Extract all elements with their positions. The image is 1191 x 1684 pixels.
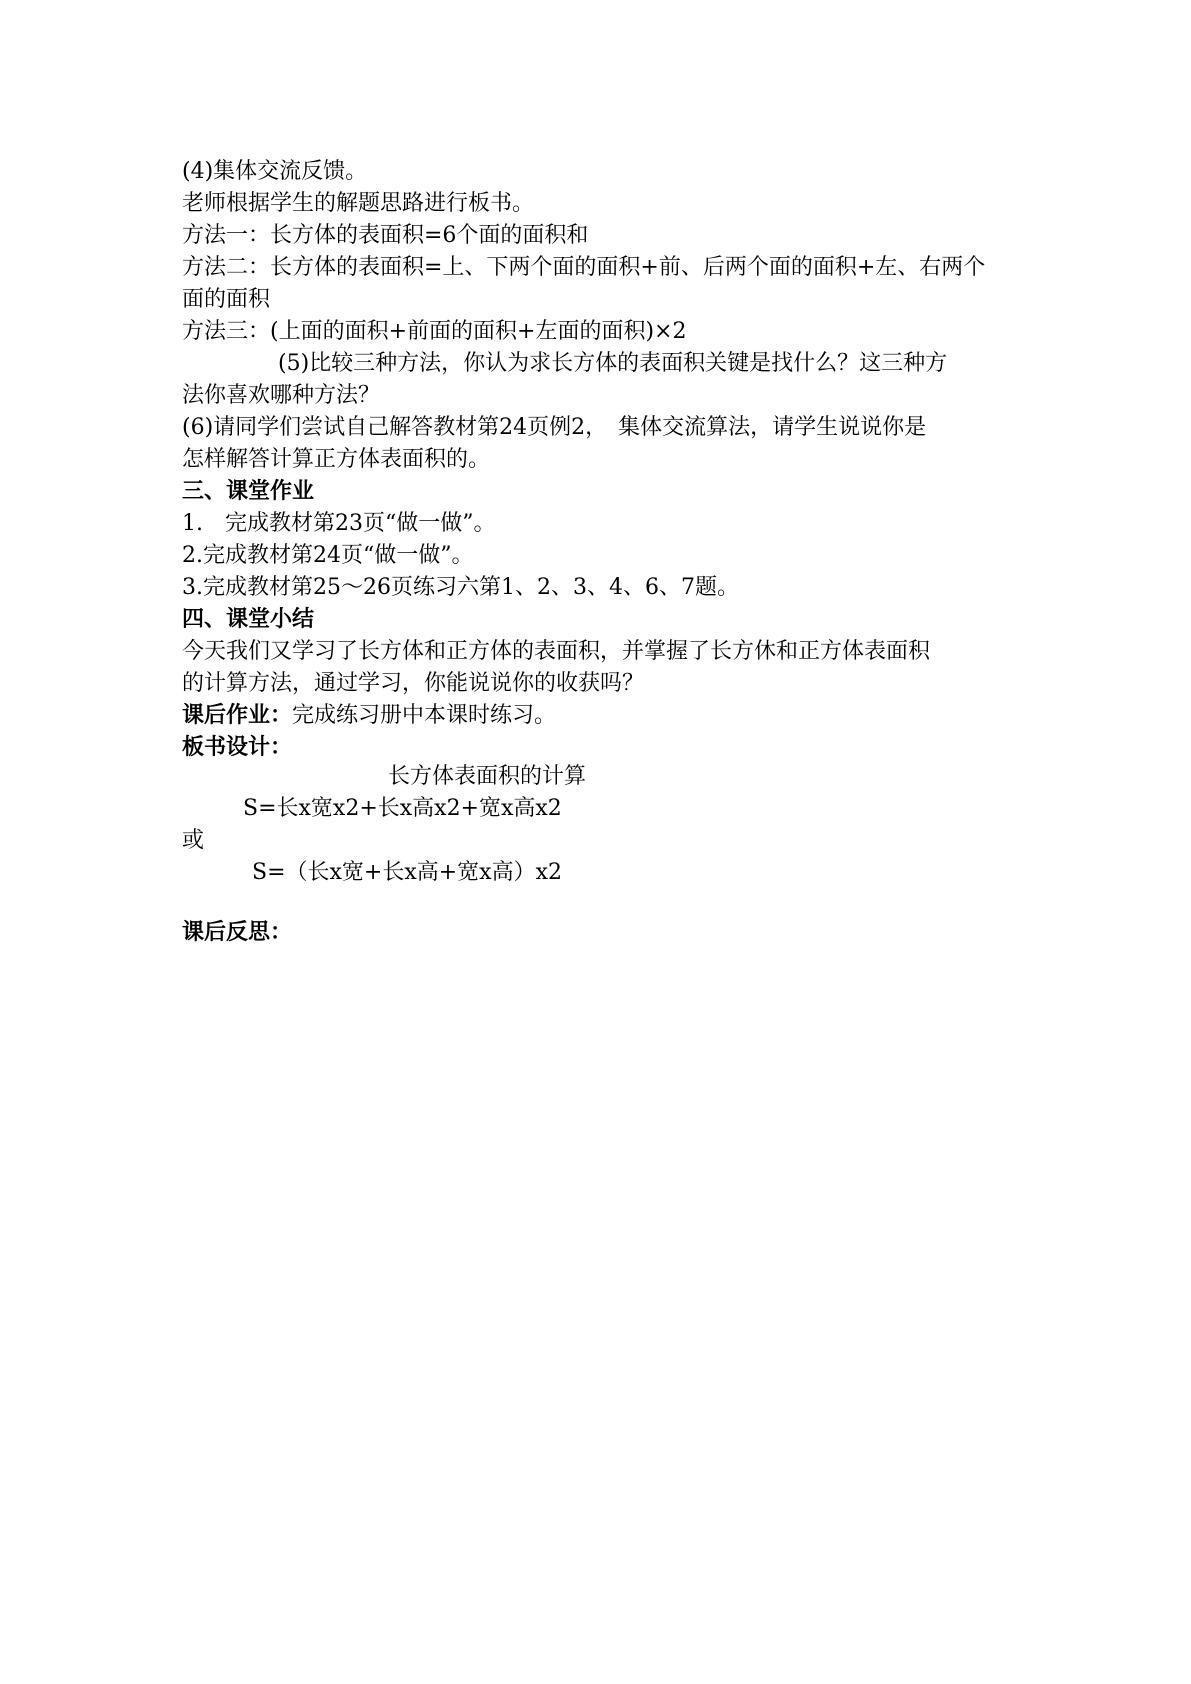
after-class-homework [182, 701, 556, 731]
summary-line2: 的计算方法，通过学习，你能说说你的收获吗？ [182, 671, 645, 696]
board-design-label: 板书设计： [182, 735, 293, 760]
after-class-text: 完成练习册中本课时练习。 [292, 703, 557, 728]
method-one: 方法一：长方体的表面积=6个面的面积和 [182, 223, 589, 248]
homework-item-2: 2.完成教材第24页“做一做”。 [182, 543, 474, 568]
step-6-line2: 怎样解答计算正方体表面积的。 [182, 447, 491, 472]
step-4-text: (4)集体交流反馈。 [182, 159, 368, 184]
step-5-line1: (5)比较三种方法，你认为求长方体的表面积关键是找什么？这三种方 [278, 351, 948, 376]
step-6-line1: (6)请同学们尝试自己解答教材第24页例2， 集体交流算法，请学生说说你是 [182, 415, 927, 440]
method-three: 方法三：(上面的面积+前面的面积+左面的面积)×2 [182, 319, 687, 344]
section-heading-summary: 四、课堂小结 [182, 607, 315, 632]
summary-line1: 今天我们又学习了长方体和正方体的表面积，并掌握了长方休和正方体表面积 [182, 639, 931, 664]
method-two-line1: 方法二：长方体的表面积=上、下两个面的面积+前、后两个面的面积+左、右两个 [182, 255, 986, 280]
or-text: 或 [182, 828, 205, 853]
reflection-label: 课后反思： [182, 920, 293, 945]
homework-item-3: 3.完成教材第25～26页练习六第1、2、3、4、6、7题。 [182, 575, 739, 600]
teacher-note: 老师根据学生的解题思路进行板书。 [182, 191, 535, 216]
board-title: 长方体表面积的计算 [388, 764, 587, 789]
formula-1: S=长x宽x2+长x高x2+宽x高x2 [243, 796, 562, 821]
method-two-line2: 面的面积 [182, 287, 271, 312]
after-class-label: 课后作业： [182, 703, 293, 728]
section-heading-homework: 三、课堂作业 [182, 479, 315, 504]
formula-2: S=（长x宽+长x高+宽x高）x2 [252, 860, 562, 885]
homework-item-1: 1. 完成教材第23页“做一做”。 [182, 511, 496, 536]
step-5-line2: 法你喜欢哪种方法？ [182, 383, 381, 408]
